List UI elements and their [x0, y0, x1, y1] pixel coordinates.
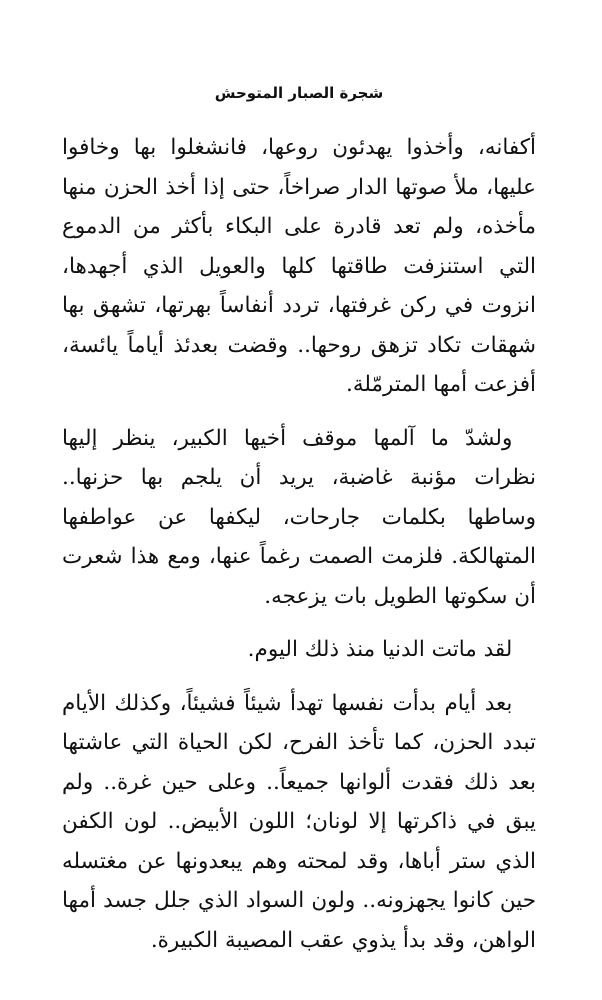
paragraph-1: أكفانه، وأخذوا يهدئون روعها، فانشغلوا بها وخافوا عليها، ملأ صوتها الدار صراخاً، حتى إذا أخذ الحزن منها مأخذه، ولم تعد قادرة على البكاء بأكثر من الدموع التي استنزفت طاقتها كلها والعويل الذي أجهدها، انزوت في ركن غرفتها، تردد أنفاساً بهرتها، تشهق بها شهقات تكاد تزهق روحها.. وقضت بعدئذ أياماً يائسة، أفزعت أمها المترمّلة. [62, 135, 536, 397]
paragraph-4: بعد أيام بدأت نفسها تهدأ شيئاً فشيئاً، وكذلك الأيام تبدد الحزن، كما تأخذ الفرح، لكن الحياة التي عاشتها بعد ذلك فقدت ألوانها جميعاً.. وعلى حين غرة.. ولم يبق في ذاكرتها إلا لونان؛ اللون الأبيض.. لون الكفن الذي ستر أباها، وقد لمحته وهم يبعدونها عن مغتسله حين كانوا يجهزونه.. ولون السواد الذي جلل جسد أمها الواهن، وقد بدأ يذوي عقب المصيبة الكبيرة. [62, 690, 536, 953]
paragraph-3: لقد ماتت الدنيا منذ ذلك اليوم. [247, 637, 513, 662]
running-title: شجرة الصبار المتوحش [214, 84, 384, 102]
paragraph-2: ولشدّ ما آلمها موقف أخيها الكبير، ينظر إليها نظرات مؤنبة غاضبة، يريد أن يلجم بها حزنها.. وساطها بكلمات جارحات، ليكفها عن عواطفها المتهالكة. فلزمت الصمت رغماً عنها، ومع هذا شعرت أن سكوتها الطويل بات يزعجه. [62, 425, 536, 609]
body-text [62, 128, 536, 960]
